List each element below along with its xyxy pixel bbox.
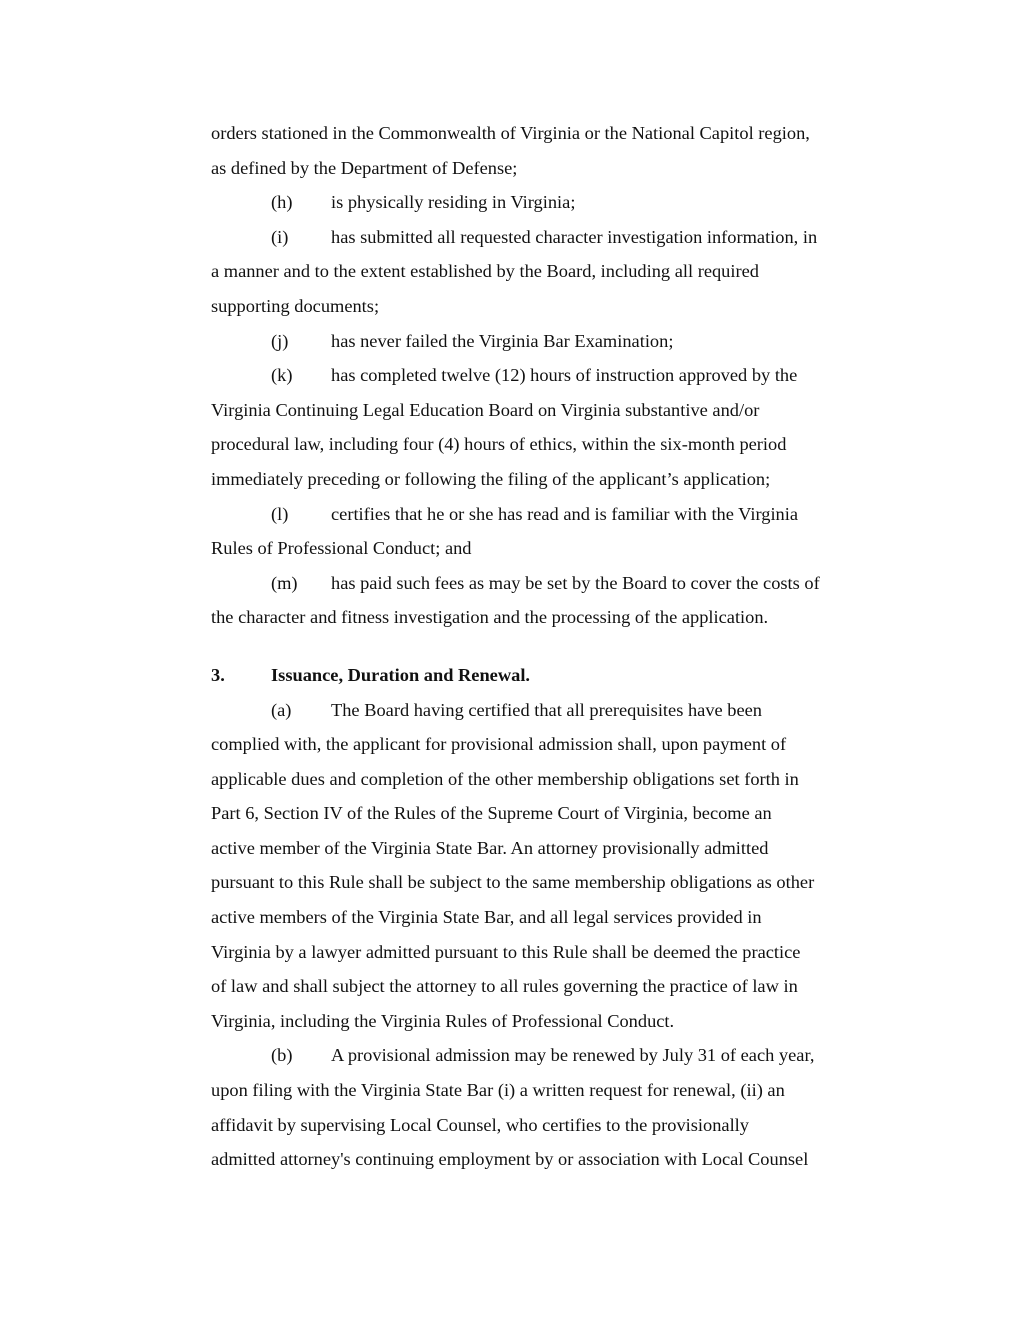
item-text: has completed twelve (12) hours of instruction approved by the	[331, 365, 798, 386]
item-marker: (b)	[271, 1045, 293, 1066]
item-continuation: Part 6, Section IV of the Rules of the Supreme Court of Virginia, become an	[211, 803, 772, 824]
section-title: Issuance, Duration and Renewal.	[271, 664, 531, 685]
list-item-m	[211, 566, 876, 601]
item-continuation: complied with, the applicant for provisional admission shall, upon payment of	[211, 734, 787, 755]
item-text: is physically residing in Virginia;	[331, 192, 576, 213]
list-item-i	[211, 220, 876, 255]
item-marker: (i)	[271, 226, 289, 247]
section-spacer	[211, 635, 876, 658]
list-item-l	[211, 497, 876, 532]
item-continuation: procedural law, including four (4) hours of ethics, within the six-month period	[211, 434, 787, 455]
item-continuation: Virginia Continuing Legal Education Board on Virginia substantive and/or	[211, 399, 760, 420]
item-text: has never failed the Virginia Bar Examination;	[331, 330, 674, 351]
item-continuation: affidavit by supervising Local Counsel, who certifies to the provisionally	[211, 1114, 749, 1135]
item-marker: (h)	[271, 192, 293, 213]
list-item-j	[211, 324, 876, 359]
item-continuation: immediately preceding or following the filing of the applicant’s application;	[211, 468, 771, 489]
item-text: has paid such fees as may be set by the Board to cover the costs of	[331, 572, 820, 593]
intro-line-2: as defined by the Department of Defense;	[211, 157, 518, 178]
item-text: A provisional admission may be renewed by July 31 of each year,	[331, 1045, 815, 1066]
item-continuation: pursuant to this Rule shall be subject to the same membership obligations as other	[211, 872, 815, 893]
item-text: The Board having certified that all prerequisites have been	[331, 699, 762, 720]
item-continuation: active member of the Virginia State Bar. An attorney provisionally admitted	[211, 837, 769, 858]
section-heading	[211, 658, 876, 693]
item-continuation: Rules of Professional Conduct; and	[211, 538, 472, 559]
item-continuation: active members of the Virginia State Bar, and all legal services provided in	[211, 907, 762, 928]
item-continuation: supporting documents;	[211, 295, 380, 316]
intro-line-1: orders stationed in the Commonwealth of Virginia or the National Capitol region,	[211, 123, 810, 143]
item-marker: (j)	[271, 330, 289, 351]
item-continuation: a manner and to the extent established by the Board, including all required	[211, 261, 759, 282]
section-number: 3.	[211, 664, 225, 685]
list-item-b	[211, 1038, 876, 1073]
list-item-h	[211, 185, 876, 220]
document-page	[211, 116, 876, 1177]
item-marker: (k)	[271, 365, 293, 386]
item-continuation: Virginia, including the Virginia Rules of Professional Conduct.	[211, 1010, 675, 1031]
item-continuation: of law and shall subject the attorney to all rules governing the practice of law in	[211, 976, 798, 997]
item-marker: (a)	[271, 699, 292, 720]
item-text: certifies that he or she has read and is familiar with the Virginia	[331, 503, 799, 524]
item-continuation: Virginia by a lawyer admitted pursuant to this Rule shall be deemed the practice	[211, 941, 801, 962]
item-marker: (m)	[271, 572, 298, 593]
item-continuation: applicable dues and completion of the other membership obligations set forth in	[211, 768, 799, 789]
list-item-a	[211, 693, 876, 728]
list-item-k	[211, 358, 876, 393]
item-continuation: admitted attorney's continuing employment by or association with Local Counsel	[211, 1149, 809, 1170]
item-marker: (l)	[271, 503, 289, 524]
item-continuation: upon filing with the Virginia State Bar (i) a written request for renewal, (ii) an	[211, 1080, 785, 1101]
item-text: has submitted all requested character investigation information, in	[331, 226, 818, 247]
item-continuation: the character and fitness investigation and the processing of the application.	[211, 607, 769, 628]
